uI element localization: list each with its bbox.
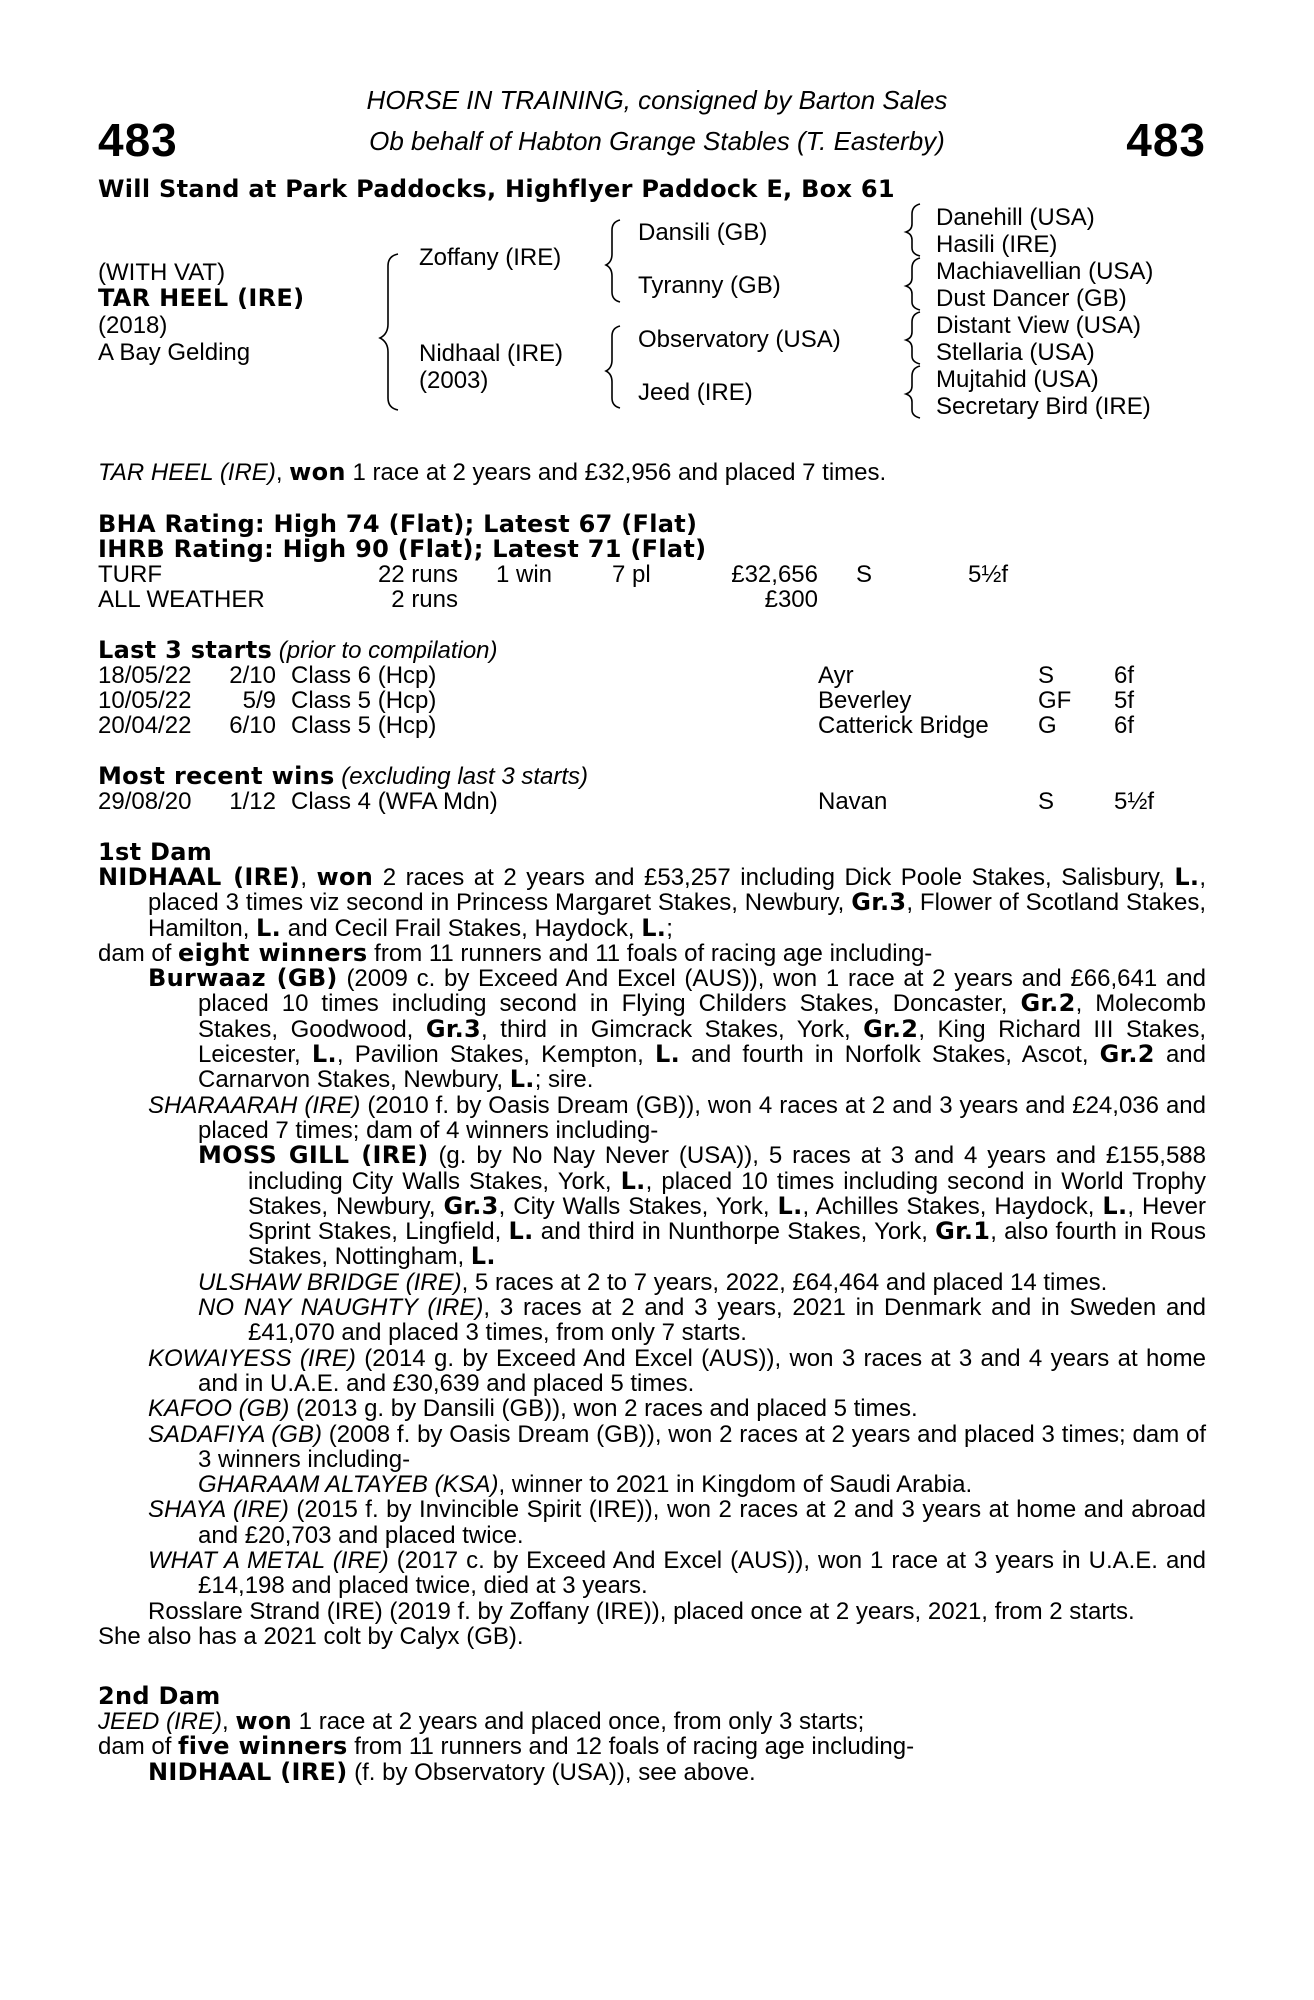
pedigree-g8: Secretary Bird (IRE) (936, 393, 1151, 420)
vendor-line: Ob behalf of Habton Grange Stables (T. Easterby) (369, 126, 945, 156)
dam: Nidhaal (IRE) (419, 340, 564, 367)
lot-number-left: 483 (98, 114, 178, 166)
pedigree-braces (0, 0, 1314, 420)
start-course: Catterick Bridge (818, 712, 989, 739)
record-runs: 22 runs (377, 561, 458, 588)
last3-row (0, 688, 1314, 713)
record-row-aw (0, 587, 1314, 612)
pedigree-g6: Stellaria (USA) (936, 339, 1095, 366)
bha-rating: BHA Rating: High 74 (Flat); Latest 67 (Flat) (98, 510, 698, 538)
first-dam-heading: 1st Dam (98, 838, 213, 866)
horse-name: TAR HEEL (IRE) (98, 284, 305, 312)
last3-row (0, 713, 1314, 738)
first-dam-body (98, 865, 1206, 1649)
start-distance: 6f (1114, 712, 1135, 739)
produce-moss-gill: MOSS GILL (IRE) (g. by No Nay Never (USA)), 5 races at 3 and 4 years and £155,588 including City Walls Stakes, York, L., placed 10 times including second in World Trophy Stakes, Newbury, Gr.3, City Walls Stakes, York, L., Achilles Stakes, Haydock, L., Hever Sprint Stakes, Lingfield, L. and third in Nunthorpe Stakes, York, Gr.1, also fourth in Rous Stakes, Nottingham, L. (198, 1141, 1207, 1271)
second-dam-produce-nidhaal: NIDHAAL (IRE) (f. by Observatory (USA)), see above. (148, 1757, 756, 1786)
record-prize: £300 (764, 586, 818, 613)
start-class: Class 6 (Hcp) (291, 662, 437, 689)
produce-ulshaw-bridge: ULSHAW BRIDGE (IRE), 5 races at 2 to 7 years, 2022, £64,464 and placed 14 times. (198, 1268, 1108, 1296)
pedigree-g5: Distant View (USA) (936, 312, 1141, 339)
dam-record: NIDHAAL (IRE), won 2 races at 2 years and £53,257 including Dick Poole Stakes, Salisbury, L., placed 3 times viz second in Princess Margaret Stakes, Newbury, Gr.3, Flower of Scotland Stakes, Hamilton, L. and Cecil Frail Stakes, Haydock, L.; (98, 863, 1207, 942)
dam-dam: Jeed (IRE) (638, 379, 753, 406)
pedigree-g3: Machiavellian (USA) (936, 258, 1154, 285)
record-placed: 7 pl (612, 561, 651, 588)
start-date: 20/04/22 (98, 712, 192, 739)
start-going: GF (1038, 687, 1072, 714)
second-dam-produce-summary: dam of five winners from 11 runners and 12 foals of racing age including- (98, 1732, 915, 1761)
dam-year: (2003) (419, 367, 489, 394)
produce-rosslare-strand: Rosslare Strand (IRE) (2019 f. by Zoffany (IRE)), placed once at 2 years, 2021, from 2 starts. (148, 1597, 1135, 1625)
produce-sharaarah: SHARAARAH (IRE) (2010 f. by Oasis Dream (GB)), won 4 races at 2 and 3 years and £24,036 and placed 7 times; dam of 4 winners including- (148, 1091, 1206, 1144)
summary-won: won (289, 458, 346, 486)
start-class: Class 5 (Hcp) (291, 687, 437, 714)
recent-win-row (0, 789, 1314, 814)
foaling-year: (2018) (98, 312, 168, 339)
last3-heading: Last 3 starts (prior to compilation) (98, 636, 498, 664)
start-date: 18/05/22 (98, 662, 192, 689)
start-position: 1/12 (229, 788, 276, 815)
consignor-line: HORSE IN TRAINING, consigned by Barton Sales (366, 85, 948, 115)
dam-produce-summary: dam of eight winners from 11 runners and 11 foals of racing age including- (98, 938, 933, 967)
start-position: 5/9 (242, 687, 276, 714)
produce-burwaaz: Burwaaz (GB) (2009 c. by Exceed And Excel (AUS)), won 1 race at 2 years and £66,641 and placed 10 times including second in Flying Childers Stakes, Doncaster, Gr.2, Molecomb Stakes, Goodwood, Gr.3, third in Gimcrack Stakes, York, Gr.2, King Richard III Stakes, Leicester, L., Pavilion Stakes, Kempton, L. and fourth in Norfolk Stakes, Ascot, Gr.2 and Carnarvon Stakes, Newbury, L.; sire. (148, 964, 1206, 1094)
record-surface: TURF (98, 561, 162, 588)
start-course: Beverley (818, 687, 912, 714)
pedigree-g1: Danehill (USA) (936, 204, 1095, 231)
start-course: Navan (818, 788, 888, 815)
last3-row (0, 663, 1314, 688)
race-summary: TAR HEEL (IRE), won 1 race at 2 years and £32,956 and placed 7 times. (98, 458, 887, 486)
start-position: 6/10 (229, 712, 276, 739)
start-going: S (1038, 788, 1055, 815)
ihrb-rating: IHRB Rating: High 90 (Flat); Latest 71 (Flat) (98, 535, 707, 563)
start-position: 2/10 (229, 662, 276, 689)
produce-no-nay-naughty: NO NAY NAUGHTY (IRE), 3 races at 2 and 3 years, 2021 in Denmark and in Sweden and £41,070 and placed 3 times, from only 7 starts. (198, 1294, 1206, 1347)
start-going: S (1038, 662, 1055, 689)
produce-shaya: SHAYA (IRE) (2015 f. by Invincible Spirit (IRE)), won 2 races at 2 and 3 years at home and abroad and £20,703 and placed twice. (148, 1496, 1207, 1549)
produce-sadafiya: SADAFIYA (GB) (2008 f. by Oasis Dream (GB)), won 2 races at 2 years and placed 3 times; dam of 3 winners including- (148, 1420, 1206, 1473)
lot-number-right: 483 (1126, 114, 1206, 166)
start-class: Class 5 (Hcp) (291, 712, 437, 739)
pedigree-g7: Mujtahid (USA) (936, 366, 1099, 393)
summary-horse-name: TAR HEEL (IRE) (98, 459, 276, 486)
start-date: 10/05/22 (98, 687, 192, 714)
pedigree-g2: Hasili (IRE) (936, 231, 1058, 258)
start-distance: 5½f (1114, 788, 1155, 815)
start-date: 29/08/20 (98, 788, 192, 815)
record-surface: ALL WEATHER (98, 586, 265, 613)
produce-kafoo: KAFOO (GB) (2013 g. by Dansili (GB)), won 2 races and placed 5 times. (148, 1395, 918, 1423)
record-distance: 5½f (968, 561, 1009, 588)
start-going: G (1038, 712, 1057, 739)
record-prize: £32,656 (731, 561, 818, 588)
recent-wins-heading: Most recent wins (excluding last 3 starts) (98, 762, 589, 790)
second-dam-record: JEED (IRE), won 1 race at 2 years and placed once, from only 3 starts; (98, 1707, 865, 1735)
sire-sire: Dansili (GB) (638, 219, 768, 246)
produce-calyx-colt: She also has a 2021 colt by Calyx (GB). (98, 1622, 524, 1650)
record-runs: 2 runs (391, 586, 458, 613)
produce-gharaam-altayeb: GHARAAM ALTAYEB (KSA), winner to 2021 in Kingdom of Saudi Arabia. (198, 1471, 973, 1499)
vat-note: (WITH VAT) (98, 259, 226, 286)
pedigree-g4: Dust Dancer (GB) (936, 285, 1127, 312)
second-dam-body (98, 1709, 1206, 1785)
start-distance: 6f (1114, 662, 1135, 689)
second-dam-heading: 2nd Dam (98, 1682, 221, 1710)
sire: Zoffany (IRE) (419, 244, 562, 271)
produce-kowaiyess: KOWAIYESS (IRE) (2014 g. by Exceed And Excel (AUS)), won 3 races at 3 and 4 years at home and in U.A.E. and £30,639 and placed 5 times. (148, 1344, 1207, 1397)
horse-description: A Bay Gelding (98, 339, 251, 366)
start-course: Ayr (818, 662, 854, 689)
start-class: Class 4 (WFA Mdn) (291, 788, 498, 815)
dam-sire: Observatory (USA) (638, 326, 841, 353)
record-row-turf (0, 562, 1314, 587)
sire-dam: Tyranny (GB) (638, 272, 781, 299)
stand-location: Will Stand at Park Paddocks, Highflyer Paddock E, Box 61 (98, 175, 895, 203)
produce-what-a-metal: WHAT A METAL (IRE) (2017 c. by Exceed And Excel (AUS)), won 1 race at 3 years in U.A.E. and £14,198 and placed twice, died at 3 years. (148, 1547, 1206, 1600)
record-going: S (856, 561, 873, 588)
summary-text: 1 race at 2 years and £32,956 and placed 7 times. (345, 459, 887, 486)
start-distance: 5f (1114, 687, 1135, 714)
record-wins: 1 win (496, 561, 553, 588)
